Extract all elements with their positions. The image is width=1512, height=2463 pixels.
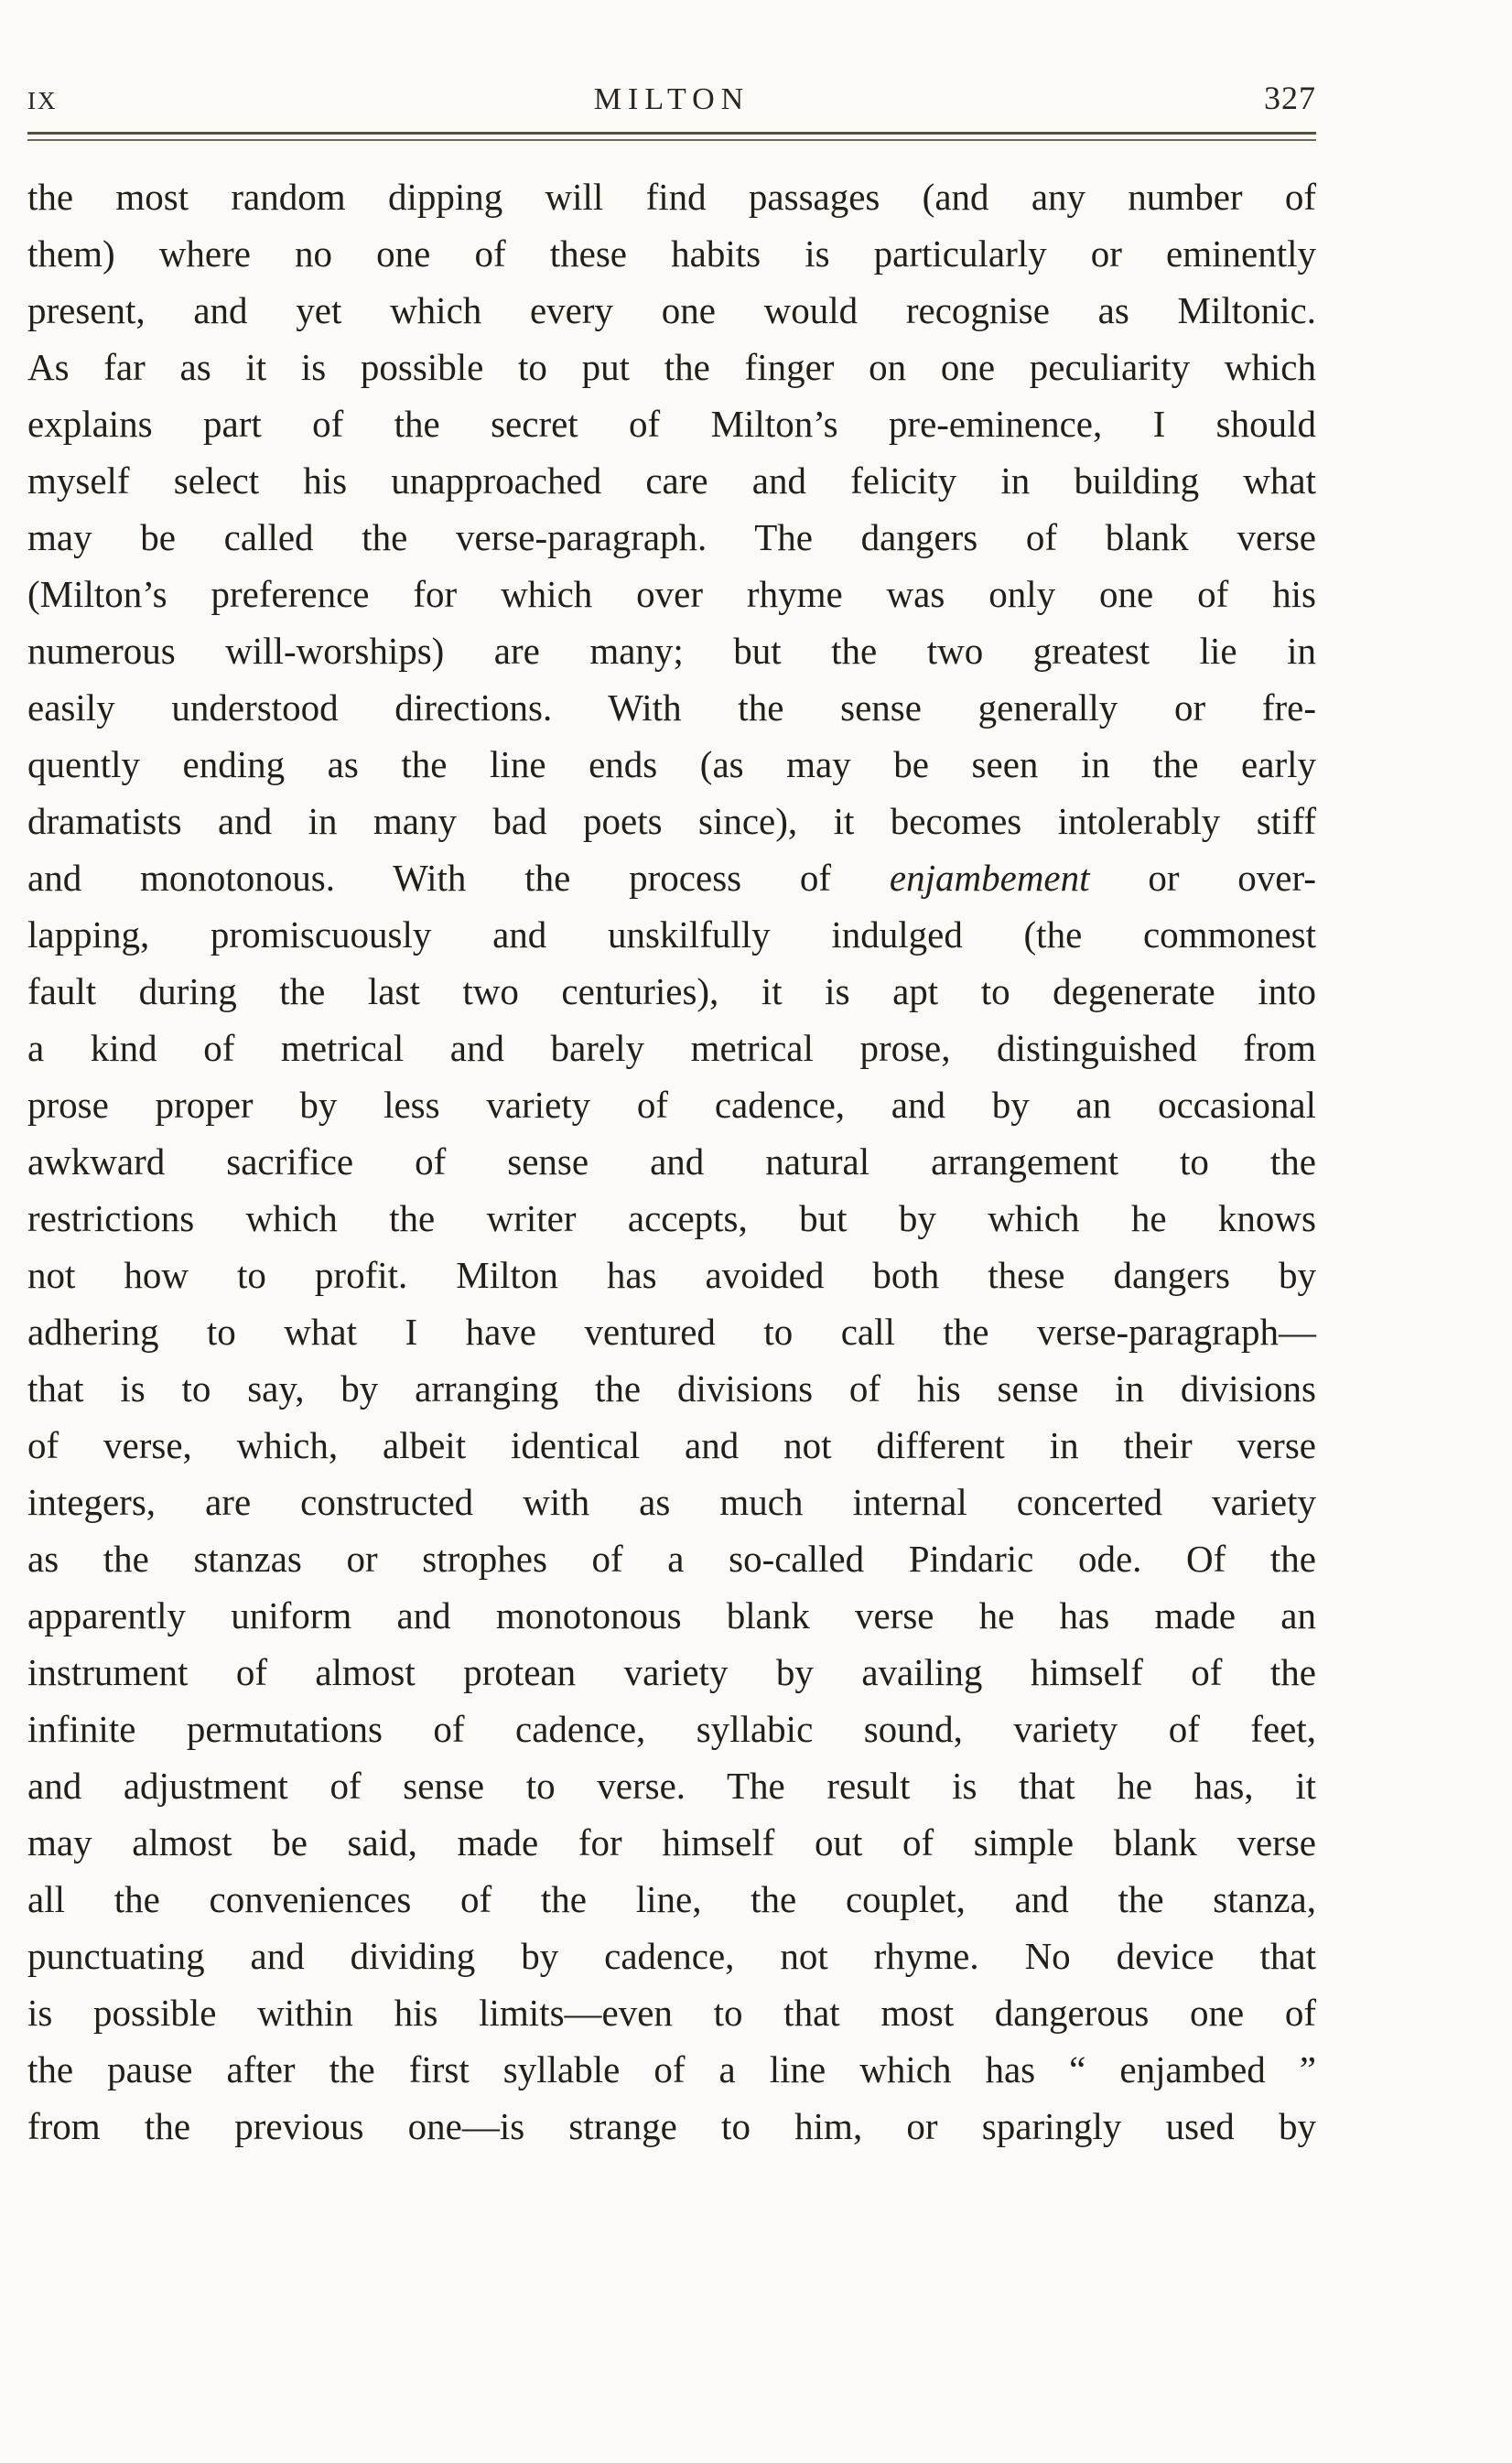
text-line: all the conveniences of the line, the couplet, and the stanza,	[27, 1877, 1316, 1920]
text-line: of verse, which, albeit identical and not different in their verse	[27, 1423, 1316, 1466]
text-line: easily understood directions. With the sense generally or fre-	[27, 686, 1316, 729]
text-line: present, and yet which every one would recognise as Miltonic.	[27, 288, 1316, 331]
text-line: and adjustment of sense to verse. The result is that he has, it	[27, 1764, 1316, 1807]
text-line: may be called the verse-paragraph. The dangers of blank verse	[27, 515, 1316, 558]
text-line: the most random dipping will find passages (and any number of	[27, 175, 1316, 218]
running-title: MILTON	[593, 82, 751, 116]
text-line: infinite permutations of cadence, syllabic sound, variety of feet,	[27, 1707, 1316, 1750]
text-line: that is to say, by arranging the divisions of his sense in divisions	[27, 1367, 1316, 1410]
page-header	[27, 79, 1316, 117]
page-number: 327	[1264, 80, 1316, 116]
text-line: fault during the last two centuries), it is apt to degenerate into	[27, 969, 1316, 1012]
text-line: is possible within his limits—even to that most dangerous one of	[27, 1991, 1316, 2034]
text-line: myself select his unapproached care and felicity in building what	[27, 459, 1316, 502]
text-line: as the stanzas or strophes of a so-called Pindaric ode. Of the	[27, 1537, 1316, 1580]
signature-mark: IX	[27, 87, 58, 114]
text-line: dramatists and in many bad poets since), it becomes intolerably stiff	[27, 799, 1316, 842]
text-line: prose proper by less variety of cadence, and by an occasional	[27, 1083, 1316, 1126]
text-line: a kind of metrical and barely metrical prose, distinguished from	[27, 1026, 1316, 1069]
text-line: apparently uniform and monotonous blank verse he has made an	[27, 1593, 1316, 1637]
text-line: them) where no one of these habits is particularly or eminently	[27, 232, 1316, 275]
text-line: explains part of the secret of Milton’s pre-eminence, I should	[27, 402, 1316, 445]
text-line: not how to profit. Milton has avoided both these dangers by	[27, 1253, 1316, 1296]
text-line: adhering to what I have ventured to call the verse-paragraph—	[27, 1310, 1316, 1353]
text-line: awkward sacrifice of sense and natural arrangement to the	[27, 1140, 1316, 1183]
text-line: integers, are constructed with as much internal concerted variety	[27, 1480, 1316, 1523]
text-line: punctuating and dividing by cadence, not rhyme. No device that	[27, 1934, 1316, 1977]
text-line: quently ending as the line ends (as may be seen in the early	[27, 742, 1316, 785]
body-text	[27, 168, 1316, 2155]
text-line: from the previous one—is strange to him, or sparingly used by	[27, 2104, 1316, 2147]
header-rule-thick	[27, 132, 1316, 135]
text-line: may almost be said, made for himself out of simple blank verse	[27, 1820, 1316, 1863]
header-rule-thin	[27, 139, 1316, 141]
text-line: lapping, promiscuously and unskilfully indulged (the commonest	[27, 913, 1316, 956]
text-line: the pause after the first syllable of a line which has “ enjambed ”	[27, 2047, 1316, 2090]
text-line: As far as it is possible to put the finger on one peculiarity which	[27, 345, 1316, 388]
text-line: instrument of almost protean variety by availing himself of the	[27, 1650, 1316, 1693]
text-line: restrictions which the writer accepts, but by which he knows	[27, 1196, 1316, 1239]
text-line: numerous will-worships) are many; but the two greatest lie in	[27, 629, 1316, 672]
header-rule	[27, 132, 1316, 141]
text-line: (Milton’s preference for which over rhyme was only one of his	[27, 572, 1316, 615]
text-line: and monotonous. With the process of enjambement or over-	[27, 856, 1316, 899]
